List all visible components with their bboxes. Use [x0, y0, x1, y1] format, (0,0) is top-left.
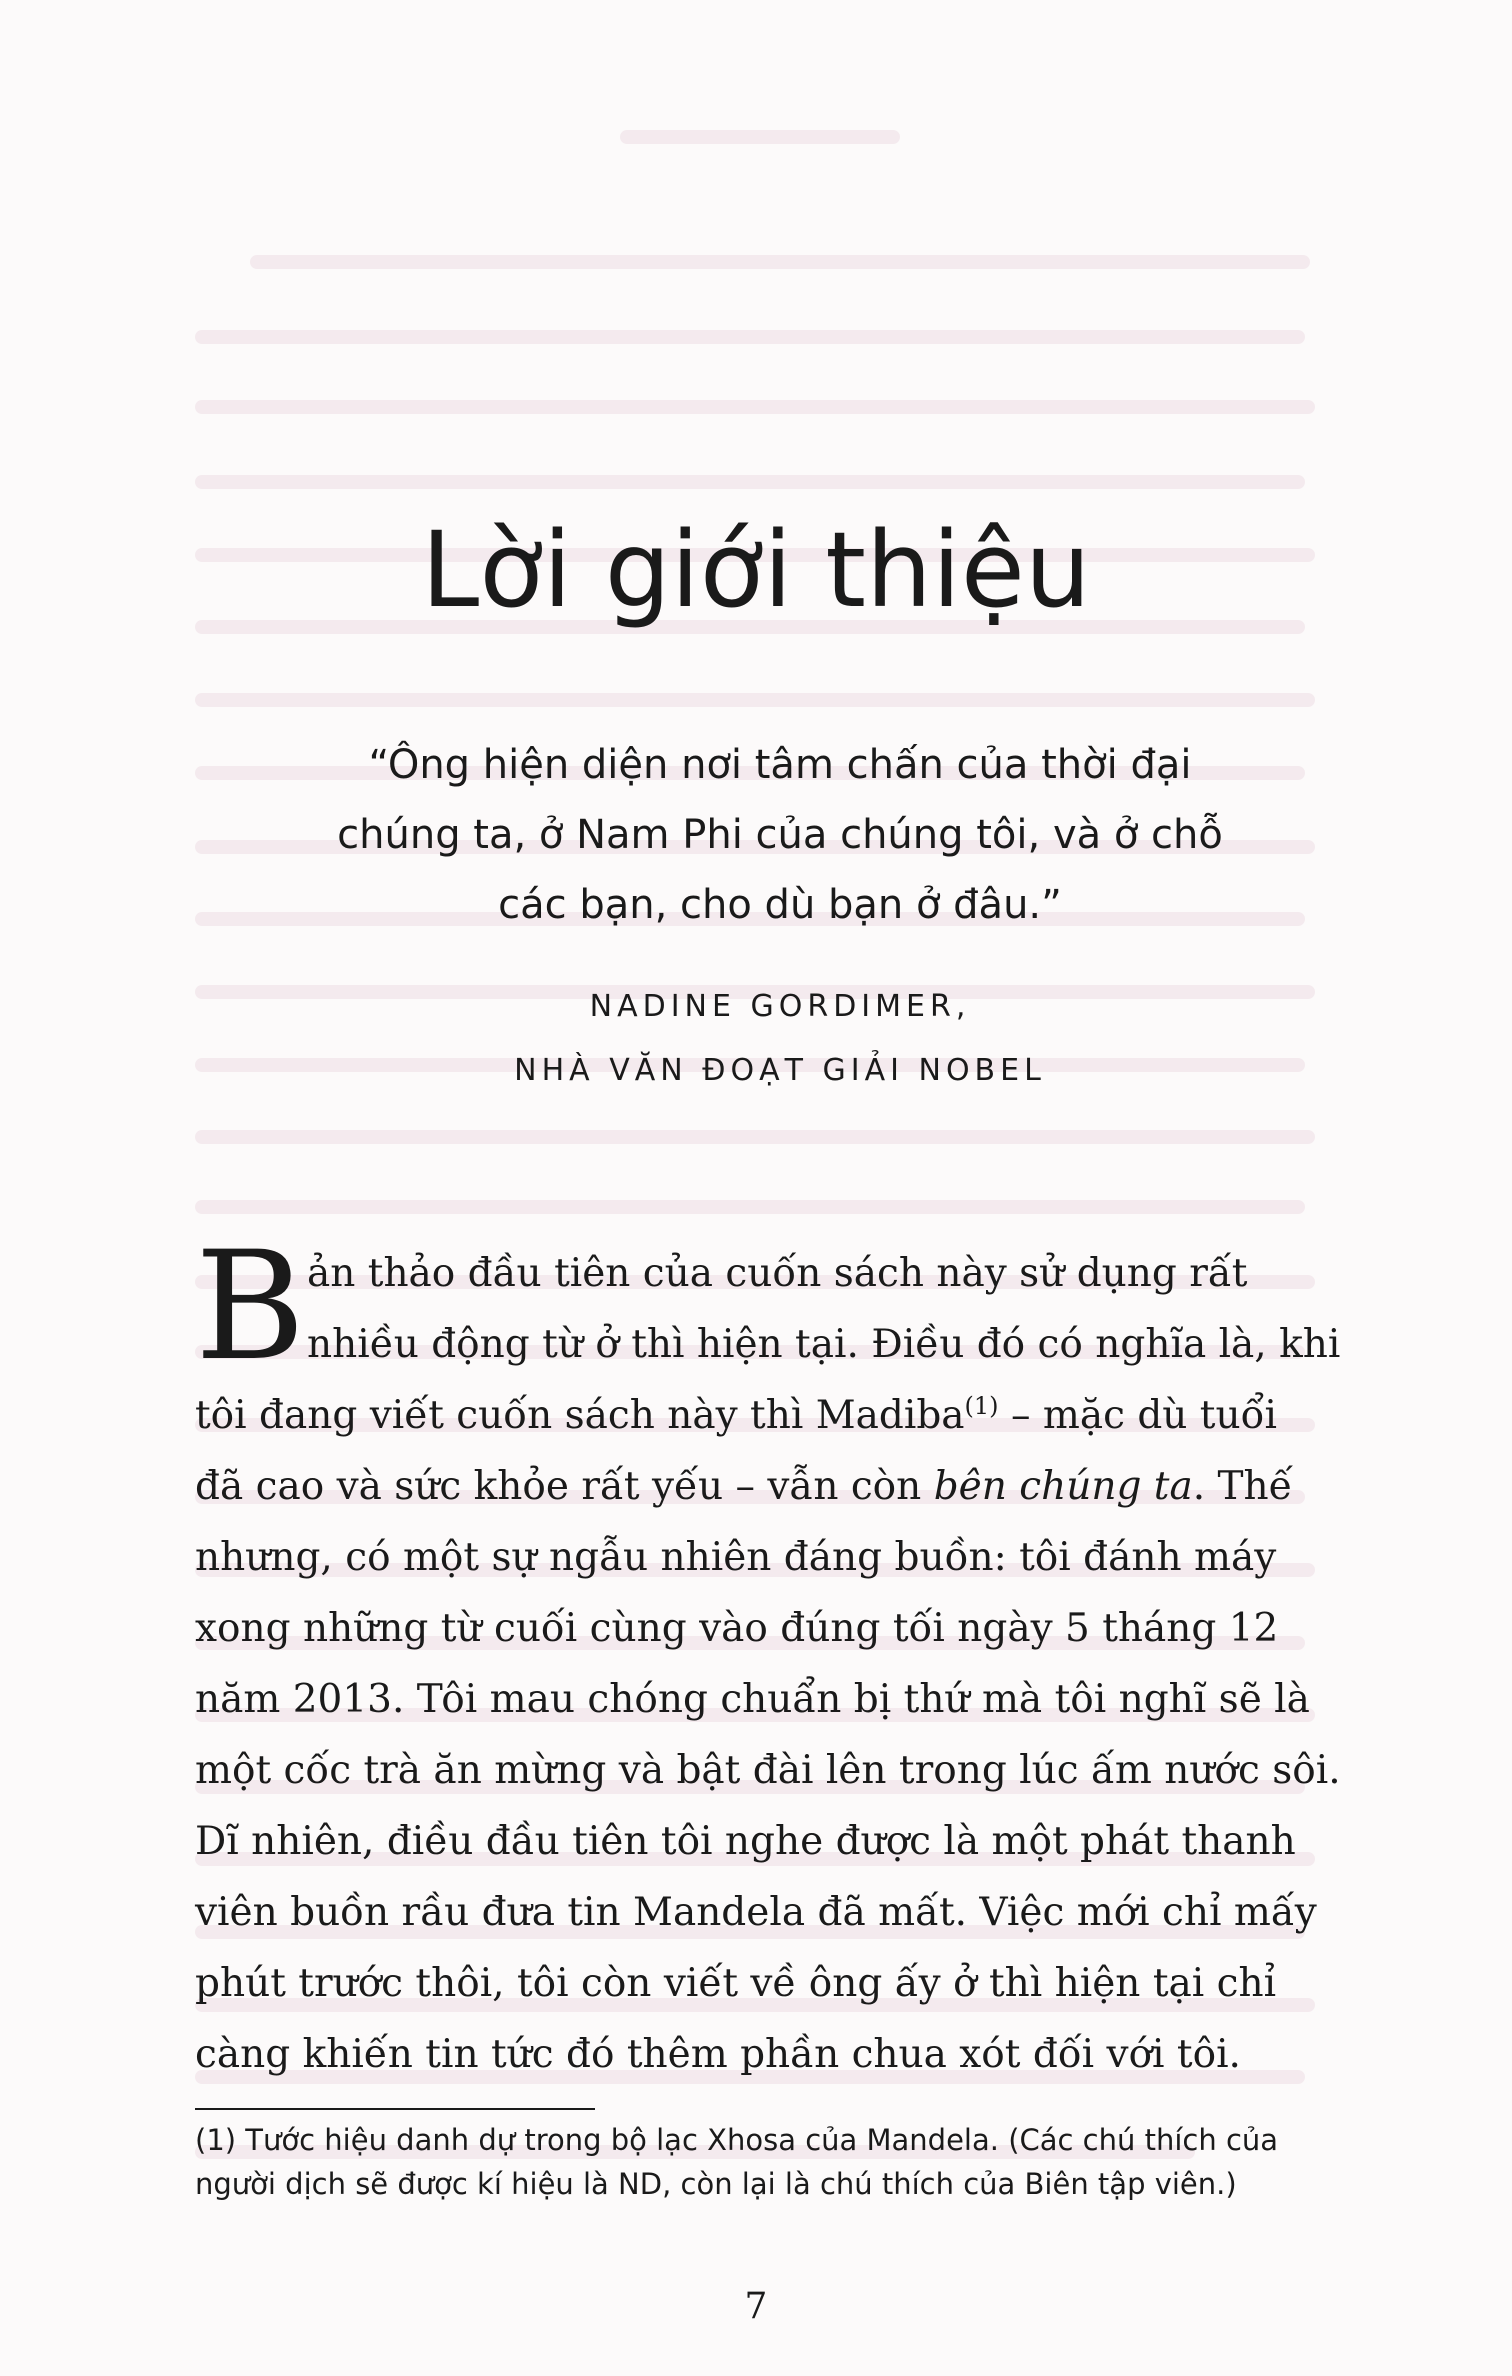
body-line [195, 1451, 1355, 1522]
epigraph-line: các bạn, cho dù bạn ở đâu.” [498, 882, 1062, 928]
footnote [195, 2118, 1355, 2206]
body-line: càng khiến tin tức đó thêm phần chua xót đối với tôi. [195, 2032, 1241, 2077]
epigraph-line: chúng ta, ở Nam Phi của chúng tôi, và ở chỗ [337, 812, 1223, 858]
body-line [195, 1380, 1355, 1451]
footnote-reference[interactable]: (1) [964, 1392, 999, 1420]
epigraph-line: “Ông hiện diện nơi tâm chấn của thời đại [368, 742, 1192, 788]
body-line: năm 2013. Tôi mau chóng chuẩn bị thứ mà tôi nghĩ sẽ là [195, 1677, 1310, 1722]
body-text-segment: – mặc dù tuổi [998, 1393, 1277, 1438]
body-line: nhiều động từ ở thì hiện tại. Điều đó có nghĩa là, khi [307, 1322, 1341, 1367]
footnote-divider [195, 2108, 595, 2110]
body-line: Dĩ nhiên, điều đầu tiên tôi nghe được là một phát thanh [195, 1819, 1296, 1864]
body-text-segment: . Thế [1192, 1464, 1293, 1509]
attribution-role: NHÀ VĂN ĐOẠT GIẢI NOBEL [514, 1053, 1046, 1088]
drop-cap: B [195, 1220, 306, 1394]
epigraph-attribution [330, 975, 1230, 1103]
body-text-segment: đã cao và sức khỏe rất yếu – vẫn còn [195, 1464, 934, 1509]
body-line: phút trước thôi, tôi còn viết về ông ấy ở thì hiện tại chỉ [195, 1961, 1277, 2006]
epigraph-quote [330, 730, 1230, 940]
body-line: viên buồn rầu đưa tin Mandela đã mất. Việc mới chỉ mấy [195, 1890, 1317, 1935]
body-line: ản thảo đầu tiên của cuốn sách này sử dụng rất [307, 1251, 1248, 1296]
page-number: 7 [744, 2286, 768, 2327]
body-text-segment: tôi đang viết cuốn sách này thì Madiba [195, 1393, 965, 1438]
footnote-line: (1) Tước hiệu danh dự trong bộ lạc Xhosa của Mandela. (Các chú thích của [195, 2123, 1279, 2157]
chapter-title: Lời giới thiệu [421, 509, 1091, 631]
body-line: một cốc trà ăn mừng và bật đài lên trong lúc ấm nước sôi. [195, 1748, 1341, 1793]
italic-emphasis: bên chúng ta [933, 1464, 1193, 1509]
body-line: nhưng, có một sự ngẫu nhiên đáng buồn: tôi đánh máy [195, 1535, 1277, 1580]
footnote-line: người dịch sẽ được kí hiệu là ND, còn lại là chú thích của Biên tập viên.) [195, 2167, 1237, 2201]
body-line: xong những từ cuối cùng vào đúng tối ngày 5 tháng 12 [195, 1606, 1279, 1651]
body-paragraph [195, 1238, 1355, 2090]
attribution-name: NADINE GORDIMER, [589, 989, 971, 1024]
